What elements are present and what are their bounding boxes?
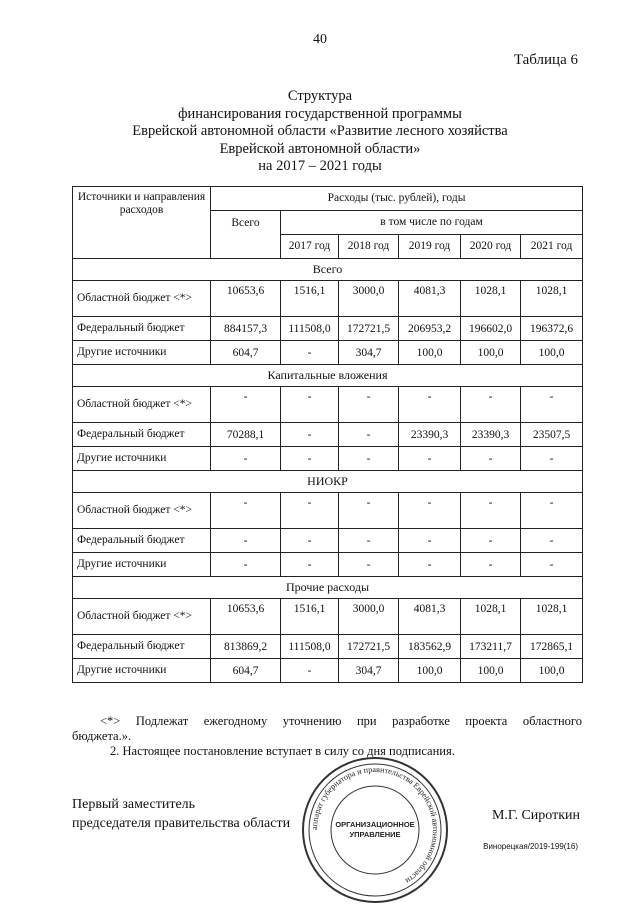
cell-year-value: - bbox=[339, 447, 399, 471]
cell-year-value: - bbox=[281, 423, 339, 447]
cell-year-value: 206953,2 bbox=[399, 317, 461, 341]
cell-year-value: 3000,0 bbox=[339, 599, 399, 635]
header-year: 2018 год bbox=[339, 235, 399, 259]
footnote-word: разработке bbox=[392, 714, 450, 728]
row-source: Другие источники bbox=[73, 553, 211, 577]
header-expenses: Расходы (тыс. рублей), годы bbox=[211, 187, 583, 211]
section-title: Капитальные вложения bbox=[73, 365, 583, 387]
footnote-word: при bbox=[356, 714, 377, 728]
cell-year-value: 4081,3 bbox=[399, 599, 461, 635]
cell-year-value: 111508,0 bbox=[281, 635, 339, 659]
cell-year-value: - bbox=[281, 529, 339, 553]
signatory-name: М.Г. Сироткин bbox=[491, 808, 580, 823]
cell-year-value: 100,0 bbox=[461, 659, 521, 683]
cell-total: 10653,6 bbox=[211, 281, 281, 317]
table-row bbox=[73, 529, 583, 553]
row-source: Другие источники bbox=[73, 659, 211, 683]
cell-year-value: 304,7 bbox=[339, 341, 399, 365]
cell-year-value: 1516,1 bbox=[281, 599, 339, 635]
cell-total: - bbox=[211, 529, 281, 553]
header-total: Всего bbox=[211, 211, 281, 259]
table-row bbox=[73, 493, 583, 529]
header-year: 2021 год bbox=[521, 235, 583, 259]
cell-total: - bbox=[211, 447, 281, 471]
cell-year-value: - bbox=[461, 493, 521, 529]
cell-year-value: 100,0 bbox=[399, 341, 461, 365]
cell-year-value: 1028,1 bbox=[461, 281, 521, 317]
cell-year-value: 1028,1 bbox=[461, 599, 521, 635]
table-row bbox=[73, 387, 583, 423]
stamp-center-line: ОРГАНИЗАЦИОННОЕ bbox=[335, 820, 415, 829]
cell-year-value: 23507,5 bbox=[521, 423, 583, 447]
table-row bbox=[73, 423, 583, 447]
title-line: Еврейской автономной области «Развитие лесного хозяйства bbox=[132, 123, 508, 139]
title-line: финансирования государственной программы bbox=[178, 105, 462, 122]
table-row bbox=[73, 447, 583, 471]
header-year: 2017 год bbox=[281, 235, 339, 259]
footnote-word: ежегодному bbox=[203, 714, 268, 728]
cell-year-value: 1516,1 bbox=[281, 281, 339, 317]
financing-table bbox=[72, 186, 583, 683]
executor-note: Винорецкая/2019-199(16) bbox=[483, 842, 578, 851]
title-line: Еврейской автономной области» bbox=[219, 140, 421, 157]
row-source: Федеральный бюджет bbox=[73, 529, 211, 553]
cell-year-value: 3000,0 bbox=[339, 281, 399, 317]
row-source: Федеральный бюджет bbox=[73, 423, 211, 447]
signatory-title-line: председателя правительства области bbox=[72, 816, 291, 831]
cell-year-value: - bbox=[339, 553, 399, 577]
cell-year-value: 100,0 bbox=[399, 659, 461, 683]
footnote-line bbox=[72, 714, 582, 729]
cell-year-value: 196372,6 bbox=[521, 317, 583, 341]
cell-total: 604,7 bbox=[211, 659, 281, 683]
cell-year-value: 172721,5 bbox=[339, 635, 399, 659]
section-title: Прочие расходы bbox=[73, 577, 583, 599]
cell-year-value: 196602,0 bbox=[461, 317, 521, 341]
enactment-clause: 2. Настоящее постановление вступает в силу со дня подписания. bbox=[110, 744, 455, 758]
row-source: Областной бюджет <*> bbox=[73, 599, 211, 635]
cell-year-value: - bbox=[339, 423, 399, 447]
row-source: Федеральный бюджет bbox=[73, 635, 211, 659]
cell-total: - bbox=[211, 553, 281, 577]
section-title: Всего bbox=[73, 259, 583, 281]
header-year: 2020 год bbox=[461, 235, 521, 259]
cell-year-value: - bbox=[399, 447, 461, 471]
cell-year-value: 1028,1 bbox=[521, 281, 583, 317]
section-row bbox=[73, 471, 583, 493]
cell-year-value: - bbox=[521, 447, 583, 471]
cell-year-value: - bbox=[521, 387, 583, 423]
table-row bbox=[73, 281, 583, 317]
cell-year-value: - bbox=[281, 553, 339, 577]
table-row bbox=[73, 341, 583, 365]
cell-total: 884157,3 bbox=[211, 317, 281, 341]
cell-year-value: 172721,5 bbox=[339, 317, 399, 341]
section-row bbox=[73, 365, 583, 387]
page-number: 40 bbox=[313, 32, 327, 47]
cell-year-value: - bbox=[339, 493, 399, 529]
table-row bbox=[73, 553, 583, 577]
cell-year-value: 23390,3 bbox=[461, 423, 521, 447]
cell-year-value: - bbox=[281, 659, 339, 683]
footnote-word: проекта bbox=[465, 714, 508, 728]
cell-year-value: - bbox=[281, 493, 339, 529]
section-row bbox=[73, 259, 583, 281]
cell-total: 604,7 bbox=[211, 341, 281, 365]
footnote bbox=[72, 714, 582, 744]
cell-year-value: 100,0 bbox=[521, 659, 583, 683]
table-row bbox=[73, 635, 583, 659]
row-source: Областной бюджет <*> bbox=[73, 493, 211, 529]
cell-year-value: - bbox=[461, 553, 521, 577]
footnote-word: <*> bbox=[100, 714, 121, 728]
signatory-title bbox=[72, 795, 290, 833]
footnote-word: Подлежат bbox=[135, 714, 189, 728]
cell-year-value: 1028,1 bbox=[521, 599, 583, 635]
title-line: на 2017 – 2021 годы bbox=[258, 158, 382, 174]
cell-total: 70288,1 bbox=[211, 423, 281, 447]
document-title bbox=[0, 88, 640, 176]
footnote-line: бюджета.». bbox=[72, 729, 132, 743]
section-title: НИОКР bbox=[73, 471, 583, 493]
cell-year-value: 100,0 bbox=[521, 341, 583, 365]
footnote-word: областного bbox=[522, 714, 582, 728]
signatory-title-line: Первый заместитель bbox=[72, 797, 196, 812]
cell-year-value: 100,0 bbox=[461, 341, 521, 365]
table-row bbox=[73, 599, 583, 635]
cell-year-value: - bbox=[521, 553, 583, 577]
cell-year-value: - bbox=[461, 387, 521, 423]
cell-year-value: - bbox=[281, 341, 339, 365]
stamp-ring-text: аппарат губернатора и правительства Еврейской автономной области bbox=[309, 764, 441, 886]
cell-year-value: - bbox=[521, 529, 583, 553]
cell-year-value: - bbox=[281, 447, 339, 471]
cell-year-value: - bbox=[281, 387, 339, 423]
row-source: Областной бюджет <*> bbox=[73, 387, 211, 423]
cell-year-value: - bbox=[339, 529, 399, 553]
cell-year-value: 173211,7 bbox=[461, 635, 521, 659]
table-label: Таблица 6 bbox=[513, 52, 578, 68]
cell-year-value: - bbox=[461, 529, 521, 553]
section-row bbox=[73, 577, 583, 599]
cell-total: 10653,6 bbox=[211, 599, 281, 635]
footnote-word: уточнению bbox=[282, 714, 342, 728]
table-row bbox=[73, 317, 583, 341]
cell-year-value: 304,7 bbox=[339, 659, 399, 683]
row-source: Другие источники bbox=[73, 341, 211, 365]
cell-total: 813869,2 bbox=[211, 635, 281, 659]
row-source: Областной бюджет <*> bbox=[73, 281, 211, 317]
cell-year-value: 4081,3 bbox=[399, 281, 461, 317]
header-year: 2019 год bbox=[399, 235, 461, 259]
cell-year-value: - bbox=[399, 529, 461, 553]
table-row bbox=[73, 659, 583, 683]
header-sources: Источники и направления расходов bbox=[73, 187, 211, 259]
stamp-center-line: УПРАВЛЕНИЕ bbox=[349, 830, 401, 839]
cell-total: - bbox=[211, 493, 281, 529]
row-source: Другие источники bbox=[73, 447, 211, 471]
row-source: Федеральный бюджет bbox=[73, 317, 211, 341]
cell-year-value: 111508,0 bbox=[281, 317, 339, 341]
title-line: Структура bbox=[287, 88, 353, 104]
header-by-years: в том числе по годам bbox=[281, 211, 583, 235]
cell-year-value: 172865,1 bbox=[521, 635, 583, 659]
cell-year-value: 23390,3 bbox=[399, 423, 461, 447]
cell-year-value: - bbox=[339, 387, 399, 423]
cell-year-value: 183562,9 bbox=[399, 635, 461, 659]
official-stamp bbox=[300, 755, 450, 905]
cell-year-value: - bbox=[461, 447, 521, 471]
cell-year-value: - bbox=[399, 553, 461, 577]
cell-total: - bbox=[211, 387, 281, 423]
cell-year-value: - bbox=[399, 493, 461, 529]
cell-year-value: - bbox=[521, 493, 583, 529]
cell-year-value: - bbox=[399, 387, 461, 423]
